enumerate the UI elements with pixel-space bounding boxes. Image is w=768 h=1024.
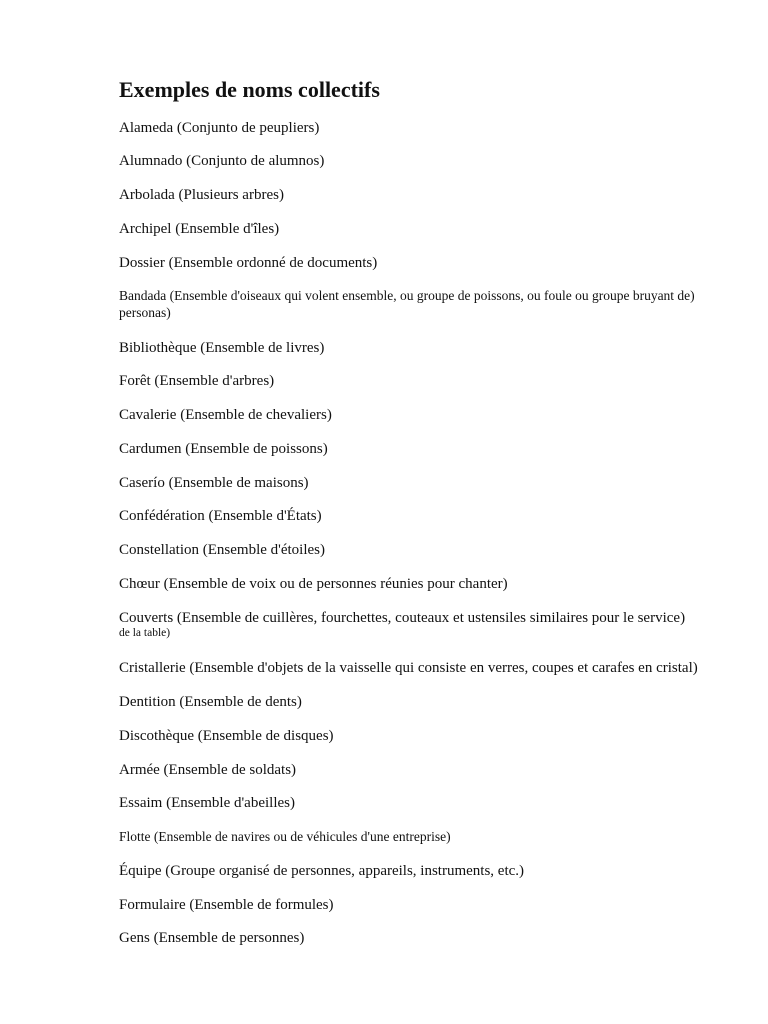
list-item: Arbolada (Plusieurs arbres) (119, 187, 284, 203)
list-item: Constellation (Ensemble d'étoiles) (119, 542, 325, 558)
list-item: Archipel (Ensemble d'îles) (119, 221, 280, 237)
list-item: Discothèque (Ensemble de disques) (119, 728, 334, 744)
list-item: Flotte (Ensemble de navires ou de véhicules d'une entreprise) (119, 829, 451, 844)
list-item: Chœur (Ensemble de voix ou de personnes réunies pour chanter) (119, 576, 508, 592)
list-item: Armée (Ensemble de soldats) (119, 762, 297, 778)
list-item-continuation: de la table) (119, 627, 171, 639)
list-item: Dentition (Ensemble de dents) (119, 694, 302, 710)
list-item: Caserío (Ensemble de maisons) (119, 475, 309, 491)
list-item: Confédération (Ensemble d'États) (119, 508, 322, 524)
list-item: Alameda (Conjunto de peupliers) (119, 120, 320, 136)
page-title: Exemples de noms collectifs (119, 77, 380, 102)
list-item: Cristallerie (Ensemble d'objets de la vaisselle qui consiste en verres, coupes et carafes en cristal) (119, 660, 698, 676)
list-item: Gens (Ensemble de personnes) (119, 930, 305, 946)
list-item: Cavalerie (Ensemble de chevaliers) (119, 407, 332, 423)
list-item: Bandada (Ensemble d'oiseaux qui volent ensemble, ou groupe de poissons, ou foule ou groupe bruyant de) personas) (119, 288, 695, 320)
list-item-text: Couverts (Ensemble de cuillères, fourchettes, couteaux et ustensiles similaires pour le service) (119, 610, 686, 626)
list-item: Essaim (Ensemble d'abeilles) (119, 795, 295, 811)
list-item: Équipe (Groupe organisé de personnes, appareils, instruments, etc.) (119, 863, 525, 879)
list-item: Formulaire (Ensemble de formules) (119, 897, 334, 913)
list-item: Forêt (Ensemble d'arbres) (119, 373, 275, 389)
list-item: Alumnado (Conjunto de alumnos) (119, 153, 325, 169)
list-item-couverts (119, 609, 685, 640)
list-item: Cardumen (Ensemble de poissons) (119, 441, 328, 457)
list-item: Dossier (Ensemble ordonné de documents) (119, 255, 378, 271)
list-item: Bibliothèque (Ensemble de livres) (119, 340, 325, 356)
